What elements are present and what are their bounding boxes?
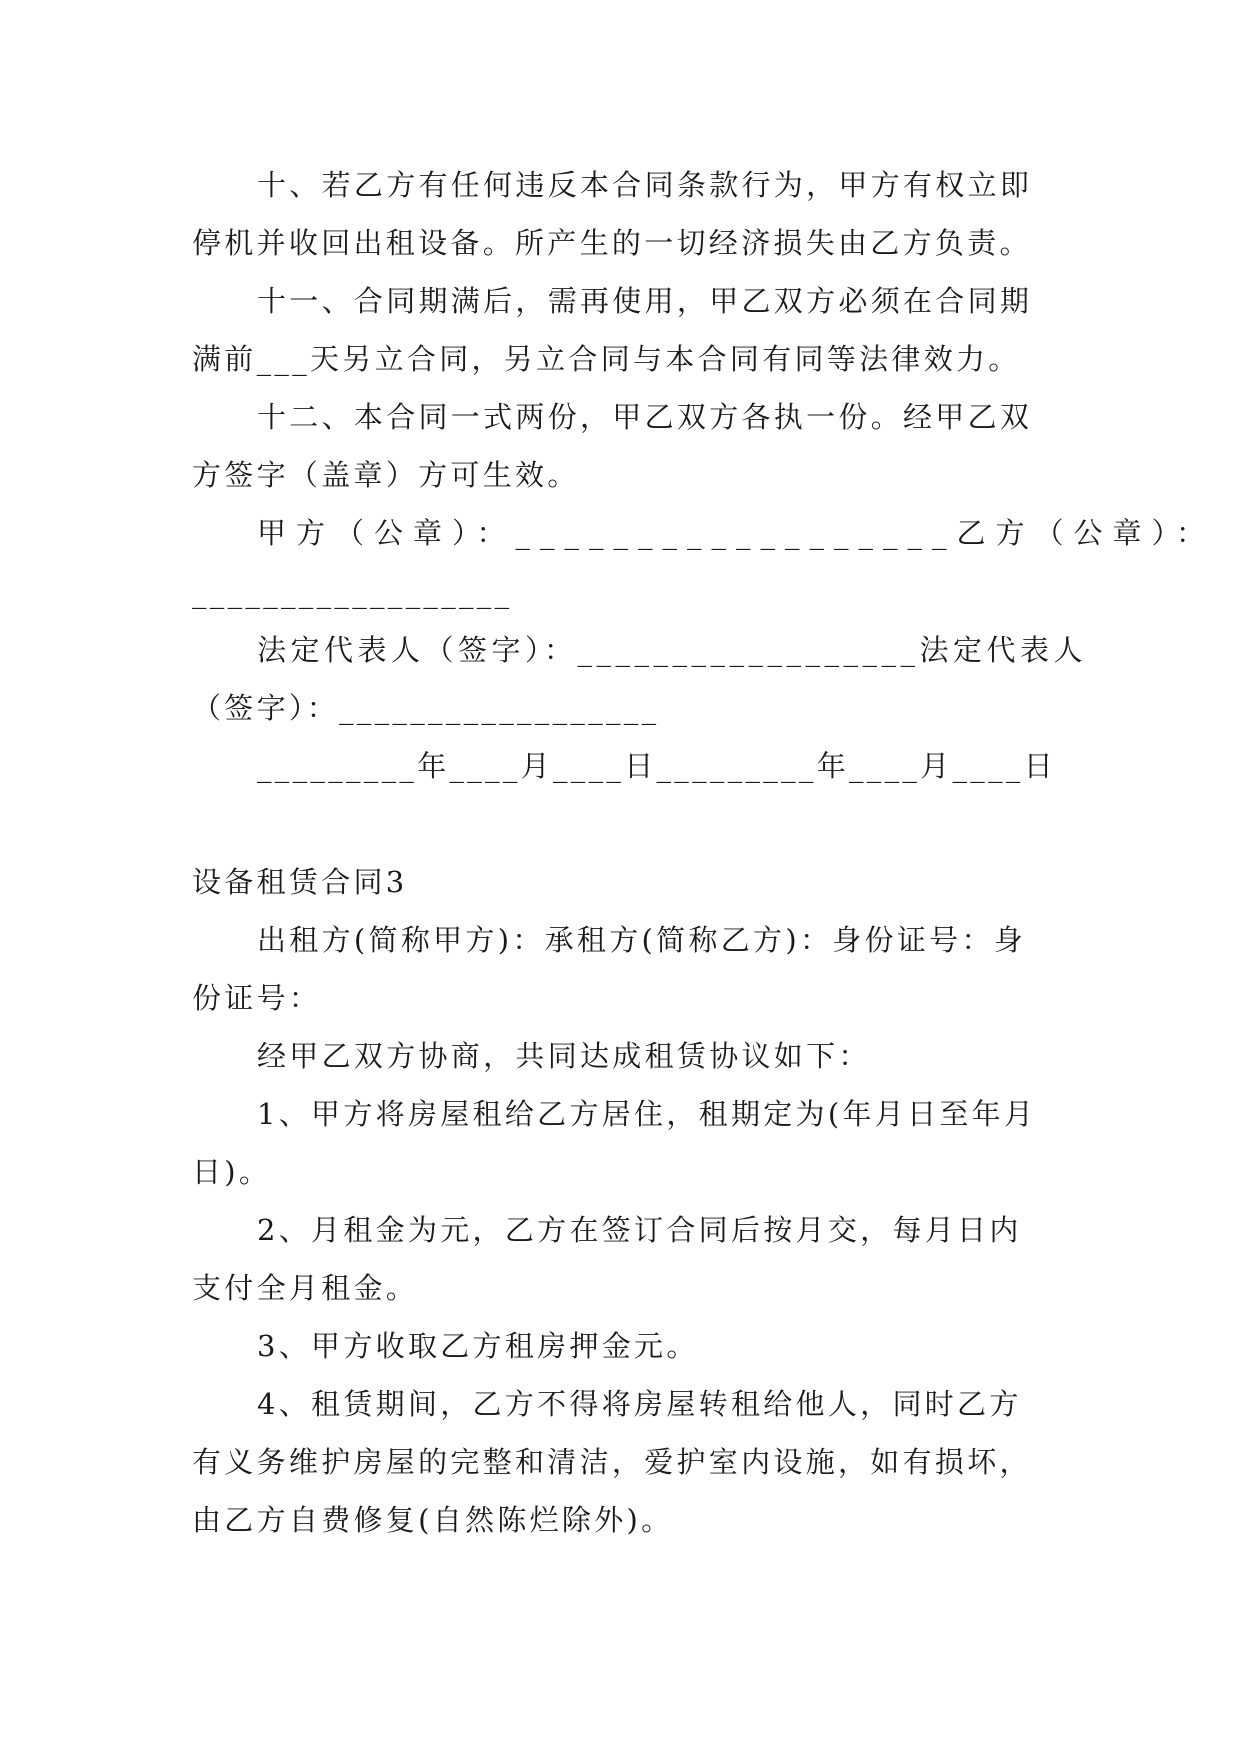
clause-12-line-2: 方签字（盖章）方可生效。	[192, 458, 580, 492]
item-4-line-2: 有义务维护房屋的完整和清洁，爱护室内设施，如有损坏，	[192, 1445, 1032, 1479]
clause-10-line-2: 停机并收回出租设备。所产生的一切经济损失由乙方负责。	[192, 226, 1032, 260]
clause-11-line-2: 满前___天另立合同，另立合同与本合同有同等法律效力。	[192, 342, 1021, 376]
party-seal-line: 甲方（公章）：__________________乙方（公章）：	[257, 516, 1216, 550]
legal-rep-sign-line: （签字）：__________________	[192, 691, 660, 725]
seal-blank-line: __________________	[192, 575, 513, 609]
item-1-line-2: 日)。	[192, 1155, 272, 1189]
parties-line-2: 份证号：	[192, 981, 322, 1015]
item-4-line-1: 4、租赁期间，乙方不得将房屋转租给他人，同时乙方	[257, 1387, 1022, 1421]
item-1-line-1: 1、甲方将房屋租给乙方居住，租期定为(年月日至年月	[257, 1097, 1037, 1131]
section-title: 设备租赁合同3	[192, 865, 408, 899]
clause-12-line-1: 十二、本合同一式两份，甲乙双方各执一份。经甲乙双	[257, 400, 1033, 434]
clause-11-line-1: 十一、合同期满后，需再使用，甲乙双方必须在合同期	[257, 284, 1033, 318]
item-2-line-2: 支付全月租金。	[192, 1271, 419, 1305]
parties-line-1: 出租方(简称甲方)：承租方(简称乙方)：身份证号：身	[257, 923, 1027, 957]
clause-10-line-1: 十、若乙方有任何违反本合同条款行为，甲方有权立即	[257, 168, 1033, 202]
item-2-line-1: 2、月租金为元，乙方在签订合同后按月交，每月日内	[257, 1213, 1022, 1247]
agreement-intro: 经甲乙双方协商，共同达成租赁协议如下：	[257, 1039, 871, 1073]
item-3-line-1: 3、甲方收取乙方租房押金元。	[257, 1329, 699, 1363]
date-line: _________年____月____日_________年____月____日	[257, 749, 1056, 783]
legal-rep-line: 法定代表人（签字）：__________________法定代表人	[257, 633, 1088, 667]
item-4-line-3: 由乙方自费修复(自然陈烂除外)。	[192, 1503, 674, 1537]
